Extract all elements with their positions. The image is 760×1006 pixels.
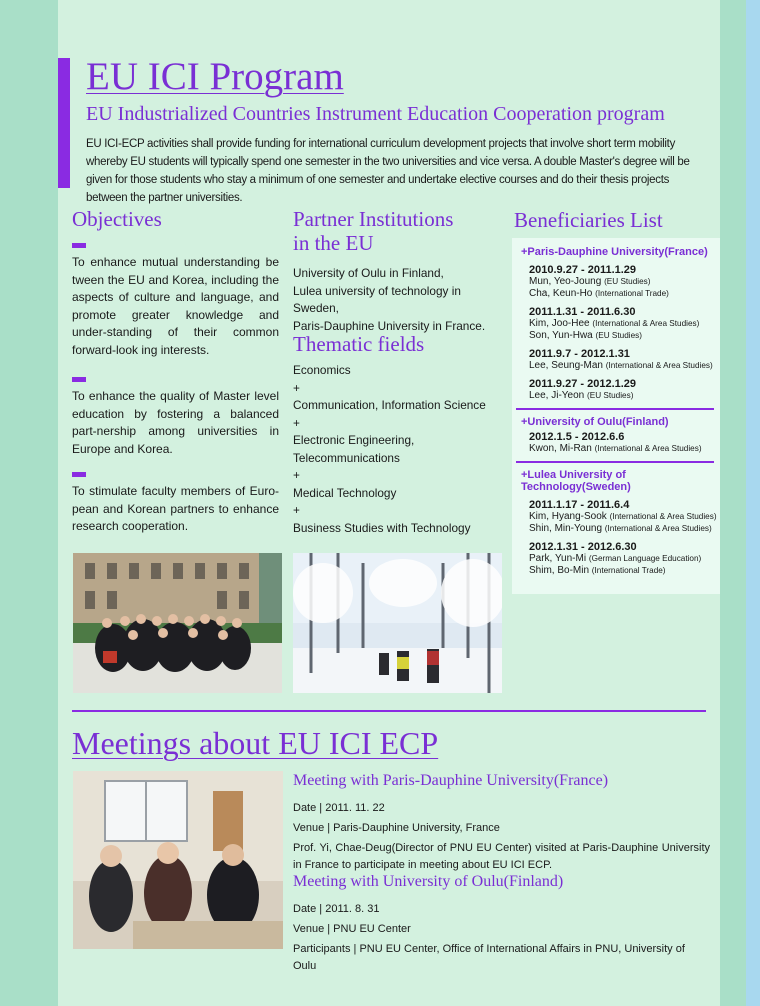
left-decorative-stripe xyxy=(0,0,58,1006)
meeting-paris xyxy=(293,771,710,874)
beneficiary-group-paris xyxy=(512,238,720,402)
beneficiary-person: Mun, Yeo-Joung (EU Studies) xyxy=(529,276,651,287)
thematic-item: Business Studies with Technology xyxy=(293,520,471,535)
objective-item: To enhance mutual understanding be tween the EU and Korea, including the aspects of culture and language, and promote greater knowledge and under-standing of their common forward-look ing interests. xyxy=(72,255,279,357)
partner-item: Lulea university of technology in Sweden, xyxy=(293,283,461,315)
thematic-section xyxy=(293,332,508,537)
group-divider xyxy=(516,408,714,410)
partner-item: Paris-Dauphine University in France. xyxy=(293,318,486,333)
partners-section xyxy=(293,207,508,335)
meeting-title: Meeting with University of Oulu(Finland) xyxy=(293,873,564,890)
beneficiaries-heading: Beneficiaries List xyxy=(514,208,663,232)
snow-forest-image xyxy=(293,553,502,693)
university-name: +Paris-Dauphine University(France) xyxy=(521,246,708,258)
thematic-separator: + xyxy=(293,503,300,517)
university-name: +University of Oulu(Finland) xyxy=(521,416,669,428)
partners-heading-line1: Partner Institutions xyxy=(293,207,454,231)
thematic-item: Economics xyxy=(293,363,351,377)
meeting-photo-image xyxy=(73,771,283,949)
period: 2011.9.27 - 2012.1.29 xyxy=(529,378,637,390)
thematic-list xyxy=(293,362,508,537)
thematic-item: Medical Technology xyxy=(293,485,397,500)
group-photo-image xyxy=(73,553,282,693)
period: 2012.1.5 - 2012.6.6 xyxy=(529,431,625,443)
meeting-date: Date | 2011. 11. 22 xyxy=(293,802,385,814)
beneficiary-person: Lee, Ji-Yeon (EU Studies) xyxy=(529,390,634,401)
title-accent-bar xyxy=(58,58,70,188)
partners-list xyxy=(293,265,508,335)
beneficiaries-box xyxy=(512,238,720,594)
objective-marker xyxy=(72,377,86,382)
period: 2011.1.31 - 2011.6.30 xyxy=(529,306,636,318)
meeting-venue: Venue | PNU EU Center xyxy=(293,923,411,935)
thematic-separator: + xyxy=(293,415,300,430)
beneficiary-person: Kim, Joo-Hee (International & Area Studies) xyxy=(529,318,700,329)
intro-paragraph: EU ICI-ECP activities shall provide funding for international curriculum development projects that involve short term mobility whereby EU students will typically spend one semester in the two universities and vice versa. A double Master's degree will be given for those students who stay a minimum of one semester and undertake elective courses and do their thesis projects between the partner universities. xyxy=(86,138,690,204)
thematic-item: Communication, Information Science xyxy=(293,398,486,412)
period: 2011.1.17 - 2011.6.4 xyxy=(529,499,630,511)
beneficiary-person: Shin, Min-Young (International & Area Studies) xyxy=(529,523,712,534)
right-blue-stripe xyxy=(746,0,760,1006)
university-name: +Lulea University of Technology(Sweden) xyxy=(521,469,631,493)
meeting-description: Prof. Yi, Chae-Deug(Director of PNU EU Center) visited at Paris-Dauphine University in France to participate in meeting about EU ICI ECP. xyxy=(293,842,710,871)
snow-forest-photo xyxy=(293,553,502,693)
objectives-heading: Objectives xyxy=(72,207,162,231)
thematic-item: Electronic Engineering, Telecommunications xyxy=(293,433,415,465)
period: 2011.9.7 - 2012.1.31 xyxy=(529,348,630,360)
beneficiary-person: Park, Yun-Mi (German Language Education) xyxy=(529,553,702,564)
beneficiary-person: Shim, Bo-Min (International Trade) xyxy=(529,565,666,576)
right-decorative-stripe xyxy=(720,0,746,1006)
objective-marker xyxy=(72,243,86,248)
meeting-title: Meeting with Paris-Dauphine University(France) xyxy=(293,772,609,789)
beneficiary-person: Kwon, Mi-Ran (International & Area Studies) xyxy=(529,443,702,454)
meeting-venue: Venue | Paris-Dauphine University, France xyxy=(293,822,500,834)
beneficiary-group-oulu xyxy=(512,416,720,455)
partners-heading-line2: in the EU xyxy=(293,231,374,255)
page-title: EU ICI Program xyxy=(86,55,344,98)
group-photo xyxy=(73,553,282,693)
section-divider xyxy=(72,710,706,712)
objectives-section xyxy=(72,207,279,536)
group-divider xyxy=(516,461,714,463)
period: 2012.1.31 - 2012.6.30 xyxy=(529,541,637,553)
beneficiary-group-lulea xyxy=(512,469,720,577)
thematic-separator: + xyxy=(293,380,300,395)
beneficiary-person: Kim, Hyang-Sook (International & Area Studies) xyxy=(529,511,717,522)
page-subtitle: EU Industrialized Countries Instrument Education Cooperation program xyxy=(86,103,665,125)
period: 2010.9.27 - 2011.1.29 xyxy=(529,264,637,276)
partner-item: University of Oulu in Finland, xyxy=(293,266,444,280)
thematic-separator: + xyxy=(293,468,300,482)
beneficiary-person: Cha, Keun-Ho (International Trade) xyxy=(529,288,669,299)
meetings-heading: Meetings about EU ICI ECP xyxy=(72,725,439,761)
meeting-oulu xyxy=(293,872,710,975)
meeting-date: Date | 2011. 8. 31 xyxy=(293,903,380,915)
objective-item: To enhance the quality of Master level education by fostering a balanced part-nership among universities in Europe and Korea. xyxy=(72,389,279,456)
meeting-participants: Participants | PNU EU Center, Office of International Affairs in PNU, University of Oulu xyxy=(293,943,685,972)
thematic-heading: Thematic fields xyxy=(293,332,425,356)
beneficiary-person: Son, Yun-Hwa (EU Studies) xyxy=(529,330,642,341)
objective-marker xyxy=(72,472,86,477)
beneficiary-person: Lee, Seung-Man (International & Area Studies) xyxy=(529,360,713,371)
meeting-photo xyxy=(73,771,283,949)
objective-item: To stimulate faculty members of Euro-pean and Korean partners to enhance research cooperation. xyxy=(72,484,279,533)
